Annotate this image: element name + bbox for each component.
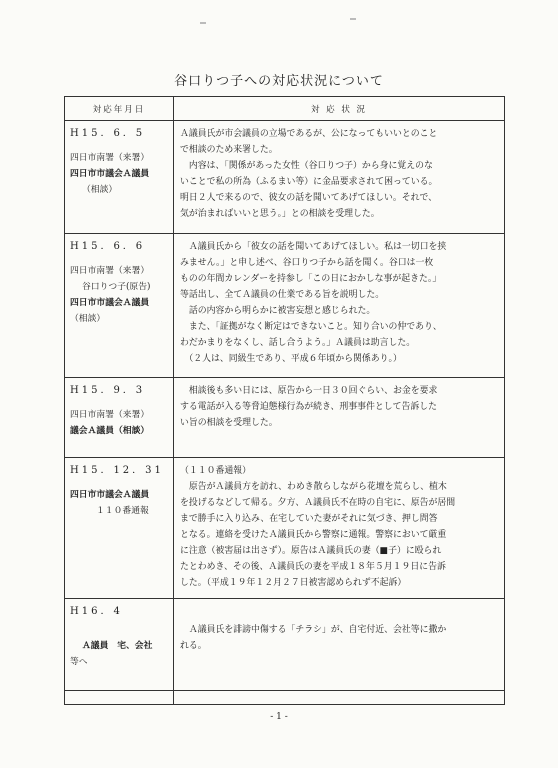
status-table [64, 96, 505, 705]
header-date: 対応年月日 [65, 97, 174, 121]
date-cell [65, 458, 174, 599]
left-line: 四日市南署（来署） [70, 410, 150, 420]
left-line: Ａ議員 宅、会社 [82, 641, 153, 651]
status-line: また、「証拠がなく断定はできないこと。知り合いの仲であり、 [180, 322, 442, 332]
status-line: 等話出し、全てＡ議員の仕業である旨を説明した。 [180, 290, 385, 300]
row-date: H15．12．31 [70, 465, 164, 476]
table-row [65, 121, 505, 234]
status-line: Ａ議員氏が市会議員の立場であるが、公になってもいいとのこと [180, 129, 438, 139]
table-row-empty [65, 691, 505, 705]
row-date: H15．6．6 [70, 241, 146, 252]
left-line: 四日市南署（来署） [70, 153, 150, 163]
scan-mark [350, 18, 356, 20]
status-line: 内容は、「関係があった女性（谷口りつ子）から身に覚えのな [180, 161, 433, 171]
table-row [65, 458, 505, 599]
empty-cell [65, 691, 174, 705]
left-line: １１０番通報 [96, 506, 149, 516]
left-line: 四日市市議会Ａ議員 [70, 169, 150, 179]
status-line: みません。」と申し述べ、谷口りつ子から話を聞く。谷口は一枚 [180, 258, 434, 268]
status-line: 明日２人で来るので、彼女の話を聞いてあげてほしい。それで、 [180, 193, 438, 203]
left-line: （相談） [82, 185, 118, 195]
row-date: H15．6．5 [70, 128, 146, 139]
empty-cell [174, 691, 505, 705]
left-line: 四日市市議会Ａ議員 [70, 490, 150, 500]
status-cell [174, 121, 505, 234]
status-line: いことで私の所為（ふるまい等）に金品要求されて困っている。 [180, 177, 438, 187]
status-line: （１１０番通報） [180, 466, 251, 476]
date-cell [65, 599, 174, 691]
status-line: まで勝手に入り込み、在宅していた妻がそれに気づき、押し問答 [180, 514, 438, 524]
table-row [65, 234, 505, 378]
left-line: 等へ [70, 657, 88, 667]
header-status: 対 応 状 況 [174, 97, 505, 121]
status-line: れる。 [180, 641, 207, 651]
status-cell [174, 234, 505, 378]
status-line: 気が治まればいいと思う。」との相談を受理した。 [180, 209, 380, 219]
status-line: （２人は、同級生であり、平成６年頃から関係あり。） [180, 354, 402, 364]
status-line: 原告がＡ議員方を訪れ、わめき散らしながら花壇を荒らし、植木 [180, 482, 447, 492]
status-line: した。（平成１９年１２月２７日被害認められず不起訴） [180, 578, 407, 588]
row-date: H15．9．3 [70, 385, 146, 396]
status-line: を投げるなどして帰る。夕方、Ａ議員氏不在時の自宅に、原告が居間 [180, 498, 456, 508]
left-line: （相談） [70, 314, 106, 324]
status-cell [174, 378, 505, 458]
row-date: H16．4 [70, 606, 123, 617]
date-cell [65, 234, 174, 378]
table-header-row [65, 97, 505, 121]
status-line: で相談のため来署した。 [180, 145, 278, 155]
date-cell [65, 121, 174, 234]
page-number: - 1 - [270, 712, 288, 722]
status-cell [174, 458, 505, 599]
left-line: 四日市南署（来署） [70, 266, 150, 276]
status-line: となる。連絡を受けたＡ議員氏から警察に通報。警察において厳重 [180, 530, 447, 540]
status-line: い旨の相談を受理した。 [180, 418, 278, 428]
status-line: する電話が入る等脅迫態様行為が続き、刑事事件として告訴した [180, 402, 438, 412]
status-line: たとわめき、その後、Ａ議員氏の妻を平成１８年５月１９日に告訴 [180, 562, 446, 572]
left-line: 谷口りつ子(原告) [82, 282, 151, 292]
left-line: 四日市市議会Ａ議員 [70, 298, 150, 308]
status-line: Ａ議員氏を誹謗中傷する「チラシ」が、自宅付近、会社等に撒か [180, 625, 447, 635]
table-row [65, 599, 505, 691]
date-cell [65, 378, 174, 458]
status-line: に注意（被害届は出さず）。原告はＡ議員氏の妻（■子）に殴られ [180, 546, 442, 556]
status-line: わだかまりをなくし、話し合うよう。」Ａ議員は助言した。 [180, 338, 416, 348]
status-line: 相談後も多い日には、原告から一日３０回ぐらい、お金を要求 [180, 386, 438, 396]
scan-mark [200, 22, 206, 24]
status-line: 話の内容から明らかに被害妄想と感じられた。 [180, 306, 376, 316]
status-cell [174, 599, 505, 691]
status-line: ものの年間カレンダーを持参し「この日におかしな事が起きた。」 [180, 274, 442, 284]
status-line: Ａ議員氏から「彼女の話を聞いてあげてほしい。私は一切口を挟 [180, 242, 447, 252]
document-title: 谷口りつ子への対応状況について [174, 74, 384, 89]
left-line: 議会Ａ議員（相談） [70, 426, 150, 436]
table-row [65, 378, 505, 458]
